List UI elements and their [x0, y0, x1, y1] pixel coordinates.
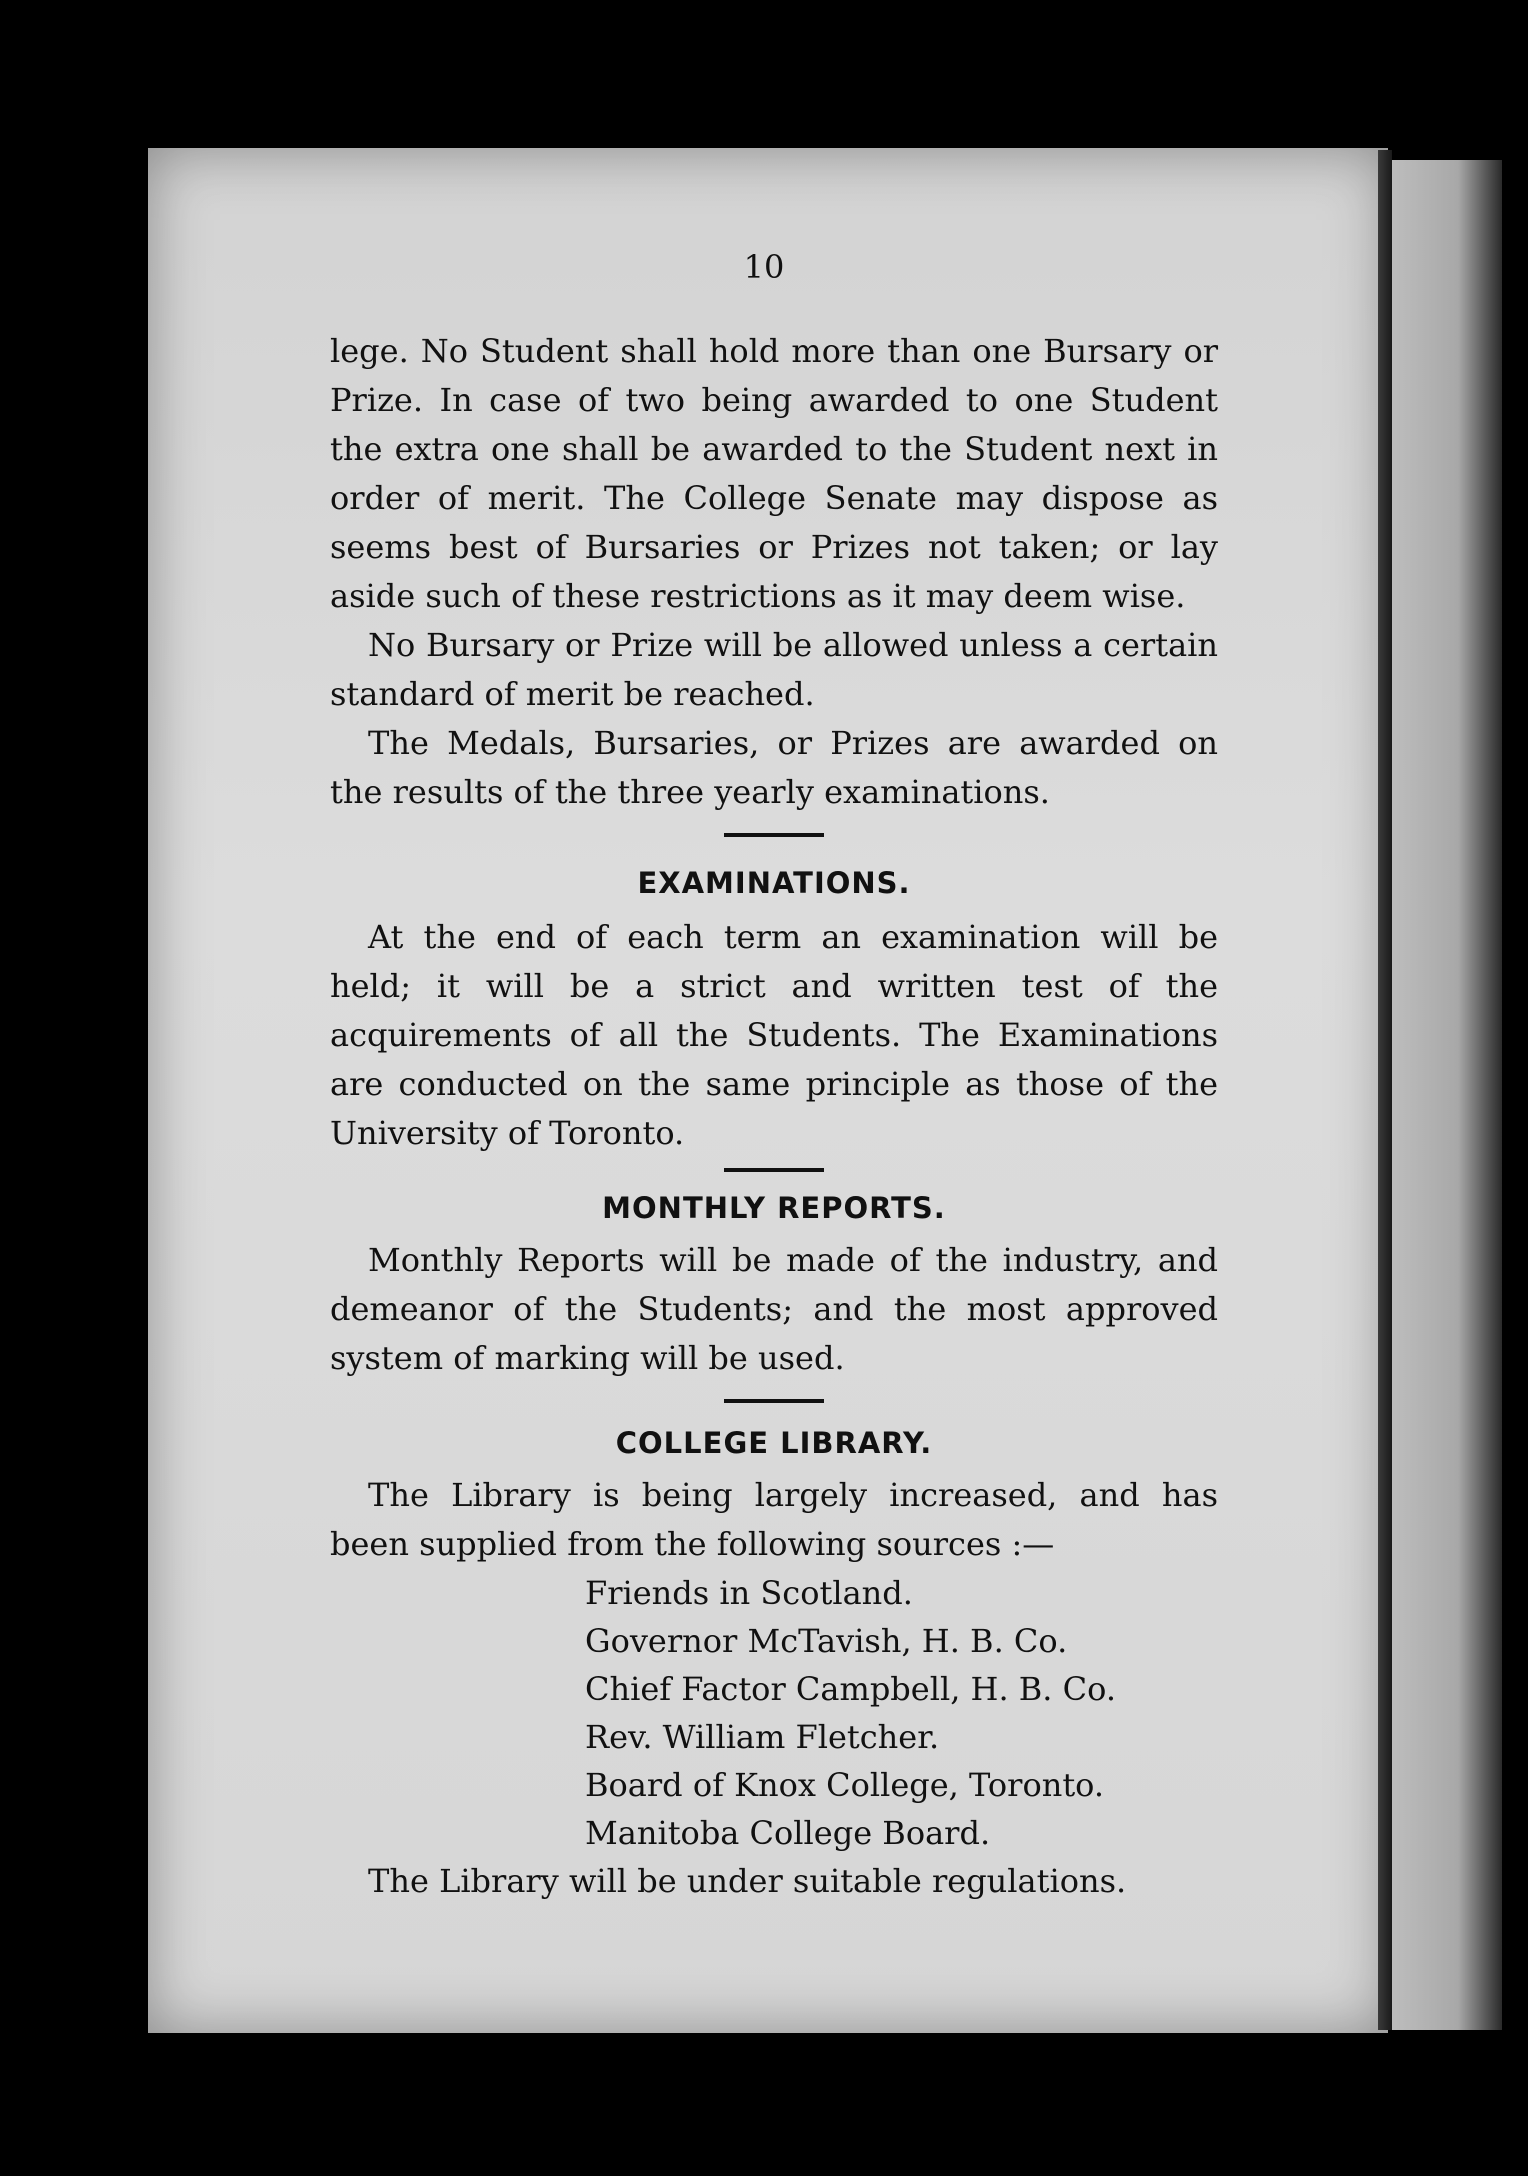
examinations-heading: EXAMINATIONS.	[637, 866, 911, 900]
monthly-reports-text: Monthly Reports will be made of the industry, and demeanor of the Students; and the most approved system of marking will be used.	[330, 1241, 1218, 1377]
library-source: Rev. William Fletcher.	[585, 1718, 940, 1756]
library-source: Governor McTavish, H. B. Co.	[585, 1622, 1068, 1660]
intro-paragraph-2: No Bursary or Prize will be allowed unless a certain standard of merit be reached.	[330, 626, 1218, 713]
library-source: Manitoba College Board.	[585, 1814, 991, 1852]
page-body	[330, 327, 1218, 1906]
intro-paragraph-3: The Medals, Bursaries, or Prizes are awarded on the results of the three yearly examinations.	[330, 724, 1218, 811]
library-source: Chief Factor Campbell, H. B. Co.	[585, 1670, 1116, 1708]
college-library-heading: COLLEGE LIBRARY.	[615, 1426, 933, 1460]
book-gutter	[1378, 150, 1392, 2030]
intro-paragraph-1: lege. No Student shall hold more than one Bursary or Prize. In case of two being awarded to one Student the extra one shall be awarded to the Student next in order of merit. The College Senate may dispose as seems best of Bursaries or Prizes not taken; or lay aside such of these restrictions as it may deem wise.	[330, 332, 1218, 615]
examinations-text: At the end of each term an examination will be held; it will be a strict and written test of the acquirements of all the Students. The Examinations are conducted on the same principle as those of the University of Toronto.	[330, 918, 1218, 1152]
library-source: Board of Knox College, Toronto.	[585, 1766, 1105, 1804]
page-number: 10	[743, 248, 785, 286]
library-source: Friends in Scotland.	[585, 1574, 913, 1612]
monthly-reports-heading: MONTHLY REPORTS.	[602, 1191, 946, 1225]
facing-page-edge	[1392, 160, 1502, 2030]
college-library-text: The Library is being largely increased, and has been supplied from the following sources :—	[330, 1476, 1218, 1563]
library-source-list	[330, 1569, 1218, 1857]
college-library-closing: The Library will be under suitable regulations.	[368, 1862, 1127, 1900]
